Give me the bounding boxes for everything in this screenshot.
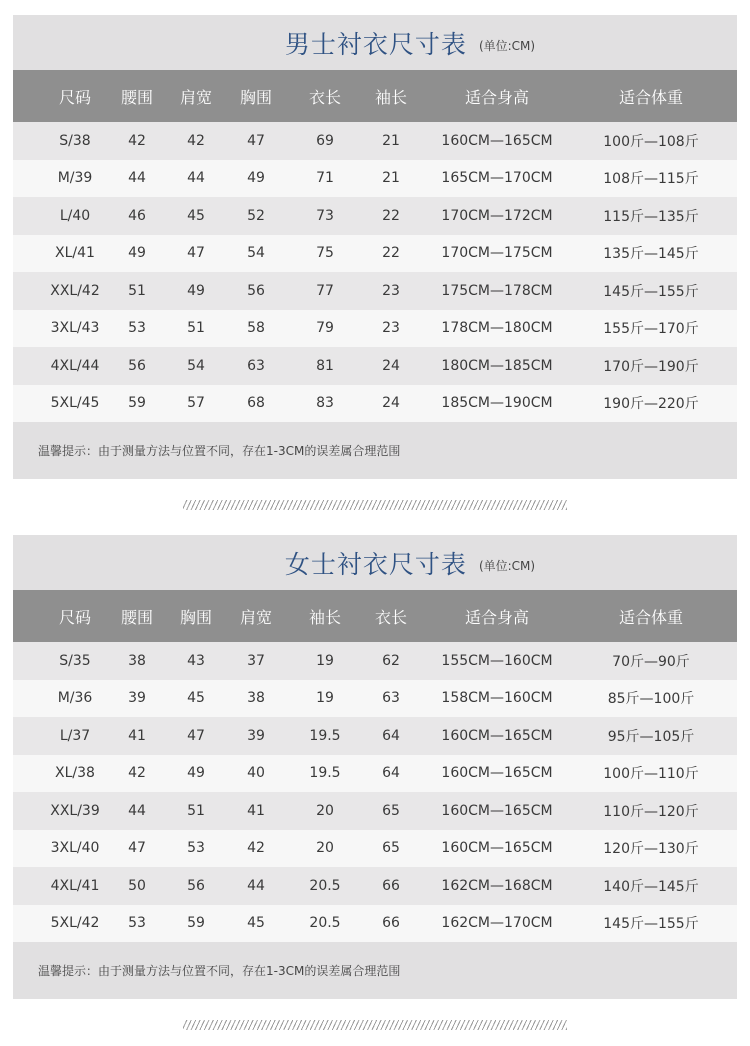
table-cell: L/37: [59, 727, 91, 744]
table-cell: 39: [128, 690, 146, 707]
table-cell: 170斤—190斤: [603, 358, 699, 375]
table-cell: 46: [128, 207, 146, 224]
table-cell: 51: [187, 320, 205, 337]
table-cell: 20: [316, 840, 334, 857]
table-cell: 49: [128, 245, 146, 262]
header-height: 适合身高: [464, 87, 529, 107]
men-chart-title: 男士衬衣尺寸表: [284, 29, 467, 59]
table-cell: 158CM—160CM: [441, 690, 553, 707]
women-chart-title-bar: [13, 535, 737, 590]
table-row: [13, 310, 737, 348]
table-cell: 39: [247, 727, 265, 744]
table-cell: 160CM—165CM: [441, 765, 553, 782]
table-cell: 19.5: [309, 765, 341, 782]
table-cell: 53: [187, 840, 205, 857]
table-cell: 66: [382, 877, 400, 894]
table-cell: L/40: [59, 207, 91, 224]
table-cell: 66: [382, 915, 400, 932]
table-cell: 140斤—145斤: [603, 878, 699, 895]
table-cell: 47: [247, 132, 265, 149]
table-cell: 68: [247, 395, 265, 412]
table-row: [13, 197, 737, 235]
table-row: [13, 122, 737, 160]
table-cell: 70斤—90斤: [612, 653, 690, 670]
table-cell: 162CM—168CM: [441, 877, 553, 894]
table-cell: 4XL/44: [50, 357, 100, 374]
table-cell: 69: [316, 132, 334, 149]
table-cell: 38: [247, 690, 265, 707]
table-cell: 23: [382, 282, 400, 299]
table-cell: 62: [382, 652, 400, 669]
table-cell: 160CM—165CM: [441, 802, 553, 819]
table-cell: 79: [316, 320, 334, 337]
table-cell: XXL/39: [50, 802, 100, 819]
table-cell: 51: [128, 282, 146, 299]
table-cell: 45: [247, 915, 265, 932]
table-cell: 40: [247, 765, 265, 782]
table-cell: 42: [128, 132, 146, 149]
table-cell: 100斤—108斤: [603, 133, 699, 150]
table-cell: S/38: [59, 132, 91, 149]
table-cell: 4XL/41: [50, 877, 100, 894]
table-cell: 120斤—130斤: [603, 841, 699, 858]
table-cell: 71: [316, 170, 334, 187]
table-cell: 108斤—115斤: [603, 171, 699, 188]
table-cell: 95斤—105斤: [607, 728, 695, 745]
table-cell: 45: [187, 690, 205, 707]
table-cell: 145斤—155斤: [603, 916, 699, 933]
table-row: [13, 385, 737, 423]
table-cell: 47: [187, 727, 205, 744]
table-row: [13, 717, 737, 755]
header-waist: 腰围: [120, 87, 153, 107]
table-cell: 47: [187, 245, 205, 262]
table-cell: 64: [382, 765, 400, 782]
table-cell: 52: [247, 207, 265, 224]
table-cell: 65: [382, 840, 400, 857]
table-cell: 85斤—100斤: [607, 691, 695, 708]
table-cell: 115斤—135斤: [603, 208, 699, 225]
men-chart-unit: (单位:CM): [478, 39, 536, 53]
table-cell: 19: [316, 690, 334, 707]
women-chart-title: 女士衬衣尺寸表: [284, 549, 467, 579]
table-cell: S/35: [59, 652, 91, 669]
table-cell: 43: [187, 652, 205, 669]
table-cell: 21: [382, 170, 400, 187]
table-cell: 110斤—120斤: [603, 803, 699, 820]
table-cell: 53: [128, 915, 146, 932]
table-cell: 51: [187, 802, 205, 819]
table-cell: 19.5: [309, 727, 341, 744]
table-cell: 5XL/42: [50, 915, 100, 932]
table-cell: 65: [382, 802, 400, 819]
table-cell: 42: [187, 132, 205, 149]
women-chart-unit: (单位:CM): [478, 559, 536, 573]
table-cell: 47: [128, 840, 146, 857]
table-row: [13, 680, 737, 718]
header-sleeve: 袖长: [308, 607, 341, 627]
table-cell: 49: [247, 170, 265, 187]
header-length: 衣长: [374, 607, 407, 627]
table-cell: 44: [128, 170, 146, 187]
table-cell: 20: [316, 802, 334, 819]
table-cell: 63: [382, 690, 400, 707]
table-cell: 155斤—170斤: [603, 321, 699, 338]
table-cell: 180CM—185CM: [441, 357, 553, 374]
table-cell: 83: [316, 395, 334, 412]
table-cell: 56: [187, 877, 205, 894]
table-cell: 5XL/45: [50, 395, 100, 412]
table-cell: 190斤—220斤: [603, 396, 699, 413]
table-cell: 24: [382, 395, 400, 412]
table-row: [13, 235, 737, 273]
table-cell: 22: [382, 245, 400, 262]
table-cell: 165CM—170CM: [441, 170, 553, 187]
table-cell: XL/41: [55, 245, 95, 262]
table-cell: M/36: [57, 690, 93, 707]
table-cell: 145斤—155斤: [603, 283, 699, 300]
hatched-divider: [183, 500, 567, 510]
table-cell: 3XL/43: [50, 320, 100, 337]
table-row: [13, 272, 737, 310]
table-cell: M/39: [57, 170, 93, 187]
table-cell: 22: [382, 207, 400, 224]
table-cell: 50: [128, 877, 146, 894]
women-chart-rows: [13, 642, 737, 942]
table-row: [13, 867, 737, 905]
table-cell: 135斤—145斤: [603, 246, 699, 263]
table-cell: 37: [247, 652, 265, 669]
table-cell: 73: [316, 207, 334, 224]
table-cell: 45: [187, 207, 205, 224]
women-size-chart: [13, 535, 737, 999]
table-cell: 160CM—165CM: [441, 840, 553, 857]
table-cell: 41: [247, 802, 265, 819]
table-row: [13, 347, 737, 385]
table-cell: 185CM—190CM: [441, 395, 553, 412]
women-chart-header-row: [13, 590, 737, 642]
table-cell: 58: [247, 320, 265, 337]
table-cell: 175CM—178CM: [441, 282, 553, 299]
table-cell: 20.5: [309, 915, 341, 932]
header-sleeve: 袖长: [374, 87, 407, 107]
table-cell: 64: [382, 727, 400, 744]
men-chart-rows: [13, 122, 737, 422]
table-cell: 56: [128, 357, 146, 374]
header-chest: 胸围: [239, 87, 272, 107]
header-chest: 胸围: [179, 607, 212, 627]
table-cell: 41: [128, 727, 146, 744]
table-cell: 54: [187, 357, 205, 374]
table-cell: 160CM—165CM: [441, 132, 553, 149]
table-cell: 44: [247, 877, 265, 894]
table-cell: 53: [128, 320, 146, 337]
table-cell: 21: [382, 132, 400, 149]
header-weight: 适合体重: [618, 87, 683, 107]
table-cell: 19: [316, 652, 334, 669]
men-chart-title-bar: [13, 15, 737, 70]
men-chart-note: 温馨提示：由于测量方法与位置不同，存在1-3CM的误差属合理范围: [13, 422, 737, 479]
table-cell: XXL/42: [50, 282, 100, 299]
table-cell: 162CM—170CM: [441, 915, 553, 932]
table-cell: 77: [316, 282, 334, 299]
table-cell: 170CM—175CM: [441, 245, 553, 262]
table-cell: 81: [316, 357, 334, 374]
men-chart-header-row: [13, 70, 737, 122]
header-length: 衣长: [308, 87, 341, 107]
table-cell: 3XL/40: [50, 840, 100, 857]
table-cell: 170CM—172CM: [441, 207, 553, 224]
table-row: [13, 792, 737, 830]
table-cell: 155CM—160CM: [441, 652, 553, 669]
table-cell: 42: [247, 840, 265, 857]
table-cell: 160CM—165CM: [441, 727, 553, 744]
table-cell: 38: [128, 652, 146, 669]
header-size: 尺码: [58, 607, 91, 627]
table-cell: 20.5: [309, 877, 341, 894]
men-size-chart: [13, 15, 737, 479]
table-cell: 42: [128, 765, 146, 782]
header-shoulder: 肩宽: [239, 607, 272, 627]
table-cell: 44: [128, 802, 146, 819]
table-cell: XL/38: [55, 765, 95, 782]
table-cell: 49: [187, 282, 205, 299]
header-weight: 适合体重: [618, 607, 683, 627]
women-chart-note: 温馨提示：由于测量方法与位置不同，存在1-3CM的误差属合理范围: [13, 942, 737, 999]
header-height: 适合身高: [464, 607, 529, 627]
header-size: 尺码: [58, 87, 91, 107]
table-cell: 57: [187, 395, 205, 412]
table-cell: 100斤—110斤: [603, 766, 699, 783]
table-cell: 63: [247, 357, 265, 374]
table-cell: 44: [187, 170, 205, 187]
table-row: [13, 905, 737, 943]
header-shoulder: 肩宽: [179, 87, 212, 107]
table-row: [13, 642, 737, 680]
table-cell: 56: [247, 282, 265, 299]
table-cell: 178CM—180CM: [441, 320, 553, 337]
table-cell: 59: [128, 395, 146, 412]
table-cell: 23: [382, 320, 400, 337]
table-row: [13, 755, 737, 793]
hatched-divider: [183, 1020, 567, 1030]
table-cell: 24: [382, 357, 400, 374]
table-cell: 49: [187, 765, 205, 782]
table-row: [13, 160, 737, 198]
table-row: [13, 830, 737, 868]
table-cell: 75: [316, 245, 334, 262]
table-cell: 59: [187, 915, 205, 932]
header-waist: 腰围: [120, 607, 153, 627]
table-cell: 54: [247, 245, 265, 262]
